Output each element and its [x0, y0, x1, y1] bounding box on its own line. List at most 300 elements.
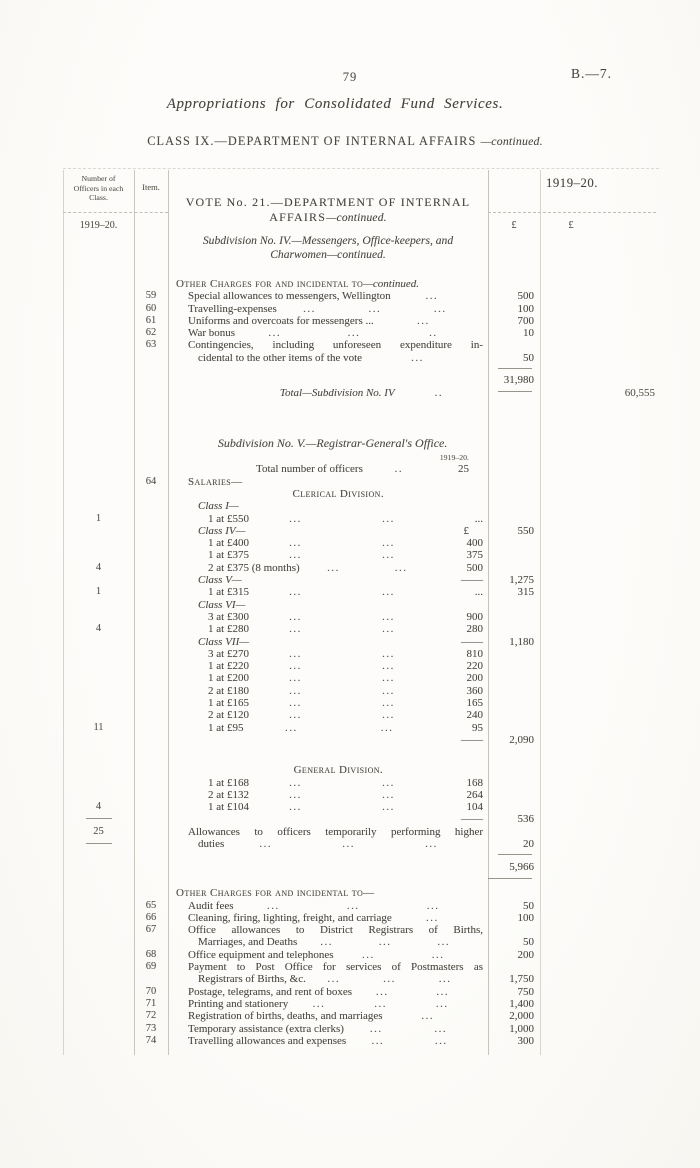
item-number: 62 [145, 327, 157, 339]
leader-dots: ... [383, 973, 396, 986]
total-amount-cell [540, 488, 660, 500]
total-amount-cell [540, 672, 660, 684]
line-description-cell [168, 315, 488, 327]
amount-cell-1919-20 [488, 722, 540, 734]
sub-amount-pad [473, 303, 483, 315]
item-number-cell [134, 900, 168, 912]
leader-dots: ... [342, 837, 356, 850]
spacer [176, 488, 292, 500]
leader-dots: ... [382, 623, 395, 636]
spacer [384, 488, 483, 500]
line-description-cell [168, 374, 488, 387]
amount-cell-1919-20 [488, 777, 540, 789]
amount-cell-1919-20 [488, 660, 540, 672]
leader-dots: ... [437, 936, 451, 949]
page-number: 79 [342, 70, 358, 84]
line-text: Office equipment and telephones [188, 948, 334, 961]
item-number: 63 [145, 339, 157, 351]
total-amount-cell [540, 599, 660, 611]
amount-cell-1919-20 [488, 374, 540, 387]
leader-dots: ... [289, 801, 302, 814]
total-amount-cell [540, 998, 660, 1010]
total-amount-cell [540, 813, 660, 825]
officers-count-cell [63, 789, 134, 801]
amount-value: 500 [517, 290, 534, 303]
line-text: 2 at £132 [208, 788, 249, 801]
officers-count-cell [63, 599, 134, 611]
line-description-cell [168, 327, 488, 339]
line-description-cell [168, 838, 488, 850]
line-text: Class VII— [198, 635, 250, 648]
item-number-cell [134, 303, 168, 315]
line-text: Payment to Post Office for services of Postmasters as [188, 961, 483, 974]
line-text: 1 at £375 [208, 549, 249, 562]
amount-cell-1919-20 [488, 537, 540, 549]
spacer [176, 437, 218, 452]
amount-value: 10 [523, 327, 534, 340]
leader-dots: ... [426, 899, 440, 912]
item-number-cell [134, 660, 168, 672]
sub-amount-pad [473, 1023, 483, 1035]
officers-count-cell [63, 315, 134, 327]
amount-cell-1919-20 [488, 1023, 540, 1035]
amount-cell-1919-20 [488, 290, 540, 302]
total-amount-cell [540, 290, 660, 302]
sub-amount: 900 [466, 610, 484, 623]
total-amount-cell [540, 437, 660, 452]
total-amount-cell [540, 500, 660, 512]
officers-count-cell [63, 327, 134, 339]
item-number-cell [134, 709, 168, 721]
amount-cell-1919-20 [488, 900, 540, 912]
amount-value: 300 [517, 1034, 534, 1047]
table-line [63, 672, 660, 684]
officers-count-cell [63, 672, 134, 684]
document-title: Appropriations for Consolidated Fund Services. [166, 96, 504, 112]
amount-cell-1919-20 [488, 437, 540, 452]
item-number-cell [134, 327, 168, 339]
line-description-cell [168, 648, 488, 660]
item-number-cell [134, 290, 168, 302]
sub-amount-pad [473, 1035, 483, 1047]
pound-symbol-column2: £ [568, 220, 574, 231]
total-amount-cell [540, 722, 660, 734]
item-number-cell [134, 278, 168, 290]
total-amount-cell [540, 924, 660, 936]
sub-amount: 200 [466, 672, 484, 685]
item-number-cell [134, 623, 168, 635]
table-line [63, 513, 660, 525]
item-number: 61 [145, 314, 157, 326]
sub-amount-pad [473, 1010, 483, 1022]
item-column-header: Item. [142, 182, 160, 192]
line-description-cell [168, 887, 488, 899]
amount-value: 20 [523, 837, 534, 850]
officers-count-cell [63, 586, 134, 598]
total-amount-cell [540, 364, 660, 374]
line-description-cell [168, 500, 488, 512]
leader-dots: ... [435, 997, 449, 1010]
table-line [63, 463, 660, 475]
item-number-cell [134, 513, 168, 525]
officers-count-cell [63, 850, 134, 861]
line-description-cell [168, 813, 488, 825]
line-description-cell [168, 599, 488, 611]
item-number: 71 [145, 997, 157, 1009]
table-line [63, 648, 660, 660]
line-text: 1 at £315 [208, 586, 249, 599]
line-text: Clerical Division. [292, 487, 384, 500]
line-text: 1 at £165 [208, 697, 249, 710]
total-amount-cell [540, 874, 660, 885]
sub-amount: —— [461, 635, 483, 648]
item-number-cell [134, 437, 168, 452]
item-number-cell [134, 648, 168, 660]
table-line [63, 722, 660, 734]
item-number-cell [134, 374, 168, 387]
table-line [63, 586, 660, 598]
item-number-cell [134, 1023, 168, 1035]
leader-dots: ... [382, 647, 395, 660]
pound-symbol-column1: £ [511, 220, 517, 231]
line-text: Audit fees [188, 899, 234, 912]
leader-dots: ... [362, 948, 375, 961]
item-number-cell [134, 685, 168, 697]
amount-cell-1919-20 [488, 586, 540, 598]
line-description-cell [168, 850, 488, 861]
officers-count-cell [63, 924, 134, 936]
line-text: Cleaning, firing, lighting, freight, and carriage [188, 911, 392, 924]
item-number: 65 [145, 899, 157, 911]
officers-count-cell [63, 488, 134, 500]
sub-amount: 360 [466, 684, 484, 697]
line-text: duties [198, 837, 225, 850]
amount-cell-1919-20 [488, 672, 540, 684]
item-number-cell [134, 387, 168, 399]
amount-cell-1919-20 [488, 861, 540, 874]
amount-cell-1919-20 [488, 574, 540, 586]
item-number-cell [134, 826, 168, 838]
amount-cell-1919-20 [488, 463, 540, 475]
leader-dots: ... [289, 709, 302, 722]
amount-cell-1919-20 [488, 1035, 540, 1047]
table-line [63, 1023, 660, 1035]
amount-value: 5,966 [509, 861, 534, 874]
line-description-cell [168, 290, 488, 302]
total-amount-cell [540, 537, 660, 549]
total-amount-cell [540, 648, 660, 660]
line-text: Travelling allowances and expenses [188, 1034, 347, 1047]
officers-count-cell [63, 801, 134, 813]
total-amount-cell [540, 374, 660, 387]
leader-dots: ... [394, 561, 408, 574]
officers-count-cell [63, 387, 134, 399]
line-description-cell [168, 303, 488, 315]
officers-count-cell [63, 623, 134, 635]
item-number-cell [134, 813, 168, 825]
item-number-cell [134, 525, 168, 537]
table-line [63, 912, 660, 924]
table-line [63, 364, 660, 374]
spacer [383, 764, 483, 776]
leader-dots: ... [411, 351, 424, 364]
leader-dots: ... [382, 801, 395, 814]
line-description-cell [168, 998, 488, 1010]
line-text: Allowances to officers temporarily performing higher [188, 825, 483, 838]
sub-amount-pad [473, 949, 483, 961]
line-description-cell [168, 364, 488, 374]
item-number-cell [134, 789, 168, 801]
leader-dots: ... [382, 660, 395, 673]
officers-count: 1 [95, 586, 102, 598]
officers-count-cell [63, 660, 134, 672]
officers-count-cell [63, 636, 134, 648]
amount-cell-1919-20 [488, 949, 540, 961]
sub-amount-pad [473, 998, 483, 1010]
table-line [63, 900, 660, 912]
amount-cell-1919-20 [488, 623, 540, 635]
amount-cell-1919-20 [488, 562, 540, 574]
total-amount-cell [540, 949, 660, 961]
line-description-cell [168, 452, 488, 463]
leader-dots: ... [327, 561, 340, 574]
table-line [63, 437, 660, 452]
officers-count: 11 [93, 721, 104, 733]
officers-count: 1 [95, 512, 102, 524]
sub-amount: 25 [458, 463, 469, 476]
amount-value: 315 [517, 586, 534, 599]
total-amount-cell [540, 303, 660, 315]
line-text: 2 at £120 [208, 709, 249, 722]
total-amount-cell [540, 961, 660, 973]
table-line [63, 611, 660, 623]
total-amount-cell [540, 801, 660, 813]
line-description-cell [168, 623, 488, 635]
sub-amount: ... [474, 512, 484, 525]
class-heading-text: CLASS IX.—DEPARTMENT OF INTERNAL AFFAIRS [147, 134, 477, 148]
leader-dots: ... [268, 327, 282, 340]
line-description-cell [168, 611, 488, 623]
line-text: Registration of births, deaths, and marriages [188, 1010, 383, 1023]
item-number: 69 [145, 961, 157, 973]
line-text: 2 at £375 (8 months) [208, 561, 300, 574]
officers-count-cell [63, 611, 134, 623]
amount-cell-1919-20 [488, 697, 540, 709]
officers-count-cell [63, 973, 134, 985]
officers-count-cell [63, 278, 134, 290]
line-text: Total number of officers [256, 463, 363, 476]
amount-cell-1919-20 [488, 339, 540, 351]
sub-amount-pad [473, 290, 483, 302]
officers-header-line2: Officers in each [73, 183, 124, 193]
leader-dots: ... [371, 1034, 385, 1047]
item-number: 60 [145, 302, 157, 314]
officers-count-cell [63, 290, 134, 302]
amount-cell-1919-20 [488, 500, 540, 512]
item-number-cell [134, 874, 168, 885]
total-amount-cell [540, 549, 660, 561]
vote-heading-line1: VOTE No. 21.—DEPARTMENT OF INTERNAL [185, 195, 471, 209]
spacer [447, 437, 483, 452]
leader-dots: ... [382, 776, 395, 789]
line-text: 1 at £200 [208, 672, 249, 685]
officers-count-cell [63, 874, 134, 885]
leader-dots: ... [421, 1010, 435, 1023]
item-number-cell [134, 986, 168, 998]
officers-count: 4 [95, 801, 102, 813]
line-text: 1 at £220 [208, 660, 249, 673]
line-text: 2 at £180 [208, 684, 249, 697]
table-line [63, 777, 660, 789]
item-number-cell [134, 339, 168, 351]
leader-dots: ... [425, 837, 438, 850]
line-text: Class VI— [198, 598, 246, 611]
leader-dots: ... [289, 549, 302, 562]
total-amount-cell [540, 278, 660, 290]
leader-dots: ... [382, 610, 395, 623]
officers-count-cell [63, 452, 134, 463]
line-description-cell [168, 1035, 488, 1047]
amount-cell-1919-20 [488, 488, 540, 500]
item-number-cell [134, 734, 168, 746]
amount-cell-1919-20 [488, 364, 540, 374]
amount-cell-1919-20 [488, 973, 540, 985]
leader-dots: ... [433, 302, 447, 315]
item-number-cell [134, 364, 168, 374]
item-number: 72 [145, 1010, 157, 1022]
officers-count-cell [63, 861, 134, 874]
item-number: 59 [145, 290, 157, 302]
leader-dots: ... [434, 1034, 448, 1047]
line-text: Marriages, and Deaths [198, 936, 298, 949]
item-number-cell [134, 973, 168, 985]
item-number-cell [134, 549, 168, 561]
amount-cell-1919-20 [488, 278, 540, 290]
sub-amount: 280 [466, 623, 484, 636]
vote-heading-continued: —continued. [326, 211, 387, 224]
amount-cell-1919-20 [488, 525, 540, 537]
leader-dots: ... [374, 997, 387, 1010]
amount-value: 700 [517, 314, 534, 327]
item-number-cell [134, 998, 168, 1010]
total-amount-cell [540, 327, 660, 339]
table-line [63, 562, 660, 574]
leader-dots: ... [284, 721, 298, 734]
line-description-cell [168, 949, 488, 961]
leader-dots: ... [368, 302, 382, 315]
leader-dots: ... [369, 1022, 383, 1035]
document-reference: B.—7. [570, 66, 612, 81]
table-line [63, 352, 660, 364]
line-text: Salaries— [188, 475, 243, 488]
item-number-cell [134, 352, 168, 364]
sub-amount: 220 [466, 660, 484, 673]
officers-count-cell [63, 437, 134, 452]
amount-cell-1919-20 [488, 611, 540, 623]
item-number-cell [134, 476, 168, 488]
officers-count-cell [63, 476, 134, 488]
item-number-cell [134, 500, 168, 512]
line-description-cell [168, 562, 488, 574]
table-line [63, 537, 660, 549]
line-text: Travelling-expenses [188, 302, 277, 315]
leader-dots: ... [289, 672, 302, 685]
amount-value: 1,275 [509, 574, 534, 587]
leader-dots: ... [289, 537, 302, 550]
table-line [63, 599, 660, 611]
amount-cell-1919-20 [488, 789, 540, 801]
officers-count-cell [63, 685, 134, 697]
amount-cell-1919-20 [488, 636, 540, 648]
line-description-cell [168, 1010, 488, 1022]
line-description-cell [168, 973, 488, 985]
line-description-cell [168, 437, 488, 452]
total-amount-cell [540, 660, 660, 672]
leader-dots: .. [429, 327, 438, 340]
line-text: 1 at £280 [208, 623, 249, 636]
sub-amount-pad [473, 838, 483, 850]
leader-dots: ... [382, 684, 395, 697]
table-top-rule [63, 168, 659, 169]
amount-cell-1919-20 [488, 513, 540, 525]
sub-amount: 104 [466, 801, 484, 814]
line-description-cell [168, 488, 488, 500]
leader-dots: ... [438, 973, 452, 986]
total-amount-cell [540, 476, 660, 488]
line-description-cell [168, 278, 488, 290]
line-description-cell [168, 734, 488, 746]
item-number-cell [134, 924, 168, 936]
item-number-cell [134, 961, 168, 973]
total-amount-cell [540, 764, 660, 776]
table-line [63, 924, 660, 936]
line-text: 3 at £270 [208, 647, 249, 660]
total-amount-cell [540, 513, 660, 525]
line-text: Registrars of Births, &c. [198, 973, 306, 986]
leader-dots: ... [312, 997, 326, 1010]
line-description-cell [168, 636, 488, 648]
total-amount-cell [540, 1010, 660, 1022]
leader-dots: ... [431, 948, 445, 961]
item-number-cell [134, 861, 168, 874]
leader-dots: ... [382, 672, 395, 685]
amount-cell-1919-20 [488, 912, 540, 924]
leader-dots: ... [327, 973, 341, 986]
amount-value: 2,090 [509, 733, 534, 746]
line-description-cell [168, 660, 488, 672]
table-line [63, 838, 660, 850]
table-line [63, 387, 660, 399]
leader-dots: ... [382, 788, 395, 801]
line-description-cell [168, 537, 488, 549]
item-number-cell [134, 777, 168, 789]
officers-column-header [63, 174, 134, 203]
leader-dots: ... [303, 302, 316, 315]
leader-dots: .. [394, 463, 404, 476]
sub-amount: 165 [466, 697, 484, 710]
sub-amount-pad [473, 352, 483, 364]
vote-heading-line2-text: AFFAIRS [269, 209, 327, 224]
officers-count-cell [63, 513, 134, 525]
amount-cell-1919-20 [488, 838, 540, 850]
leader-dots: ... [289, 660, 302, 673]
table-line [63, 961, 660, 973]
officers-count-cell [63, 549, 134, 561]
amount-value: 50 [523, 899, 534, 912]
line-description-cell [168, 339, 488, 351]
leader-dots: ... [375, 985, 389, 998]
amount-cell-1919-20 [488, 764, 540, 776]
